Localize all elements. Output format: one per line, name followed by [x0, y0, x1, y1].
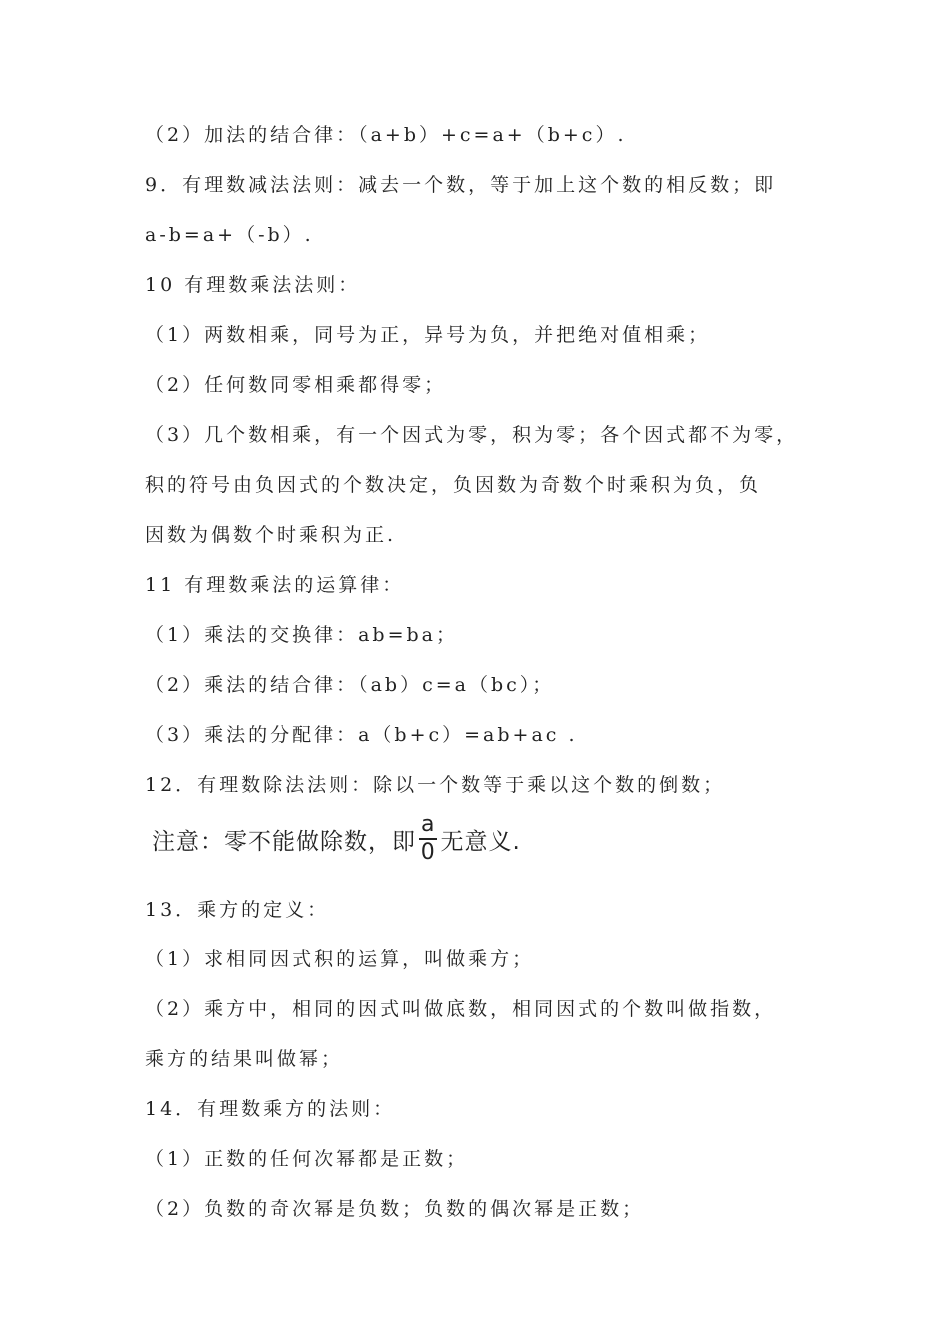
text-line: （1）乘法的交换律：ab=ba； [145, 624, 458, 646]
note-prefix: 注意：零不能做除数，即 [152, 828, 416, 855]
section-heading: 14．有理数乘方的法则： [145, 1098, 396, 1120]
note-suffix: 无意义. [440, 828, 521, 855]
text-line: （2）任何数同零相乘都得零； [145, 374, 447, 396]
text-line: （2）加法的结合律：（a+b）+c=a+（b+c）. [145, 124, 627, 146]
text-line: （2）负数的奇次幂是负数；负数的偶次幂是正数； [145, 1198, 645, 1220]
text-line: （2）乘法的结合律：（ab）c=a（bc）； [145, 674, 555, 696]
text-line: 因数为偶数个时乘积为正. [145, 524, 397, 546]
section-heading: 11 有理数乘法的运算律： [145, 574, 405, 596]
note-formula [152, 814, 521, 864]
section-heading: 10 有理数乘法法则： [145, 274, 361, 296]
text-line: （1）正数的任何次幂都是正数； [145, 1148, 469, 1170]
fraction-numerator: a [419, 814, 437, 840]
text-line: （2）乘方中，相同的因式叫做底数，相同因式的个数叫做指数， [145, 998, 777, 1020]
text-line: a-b=a+（-b）. [145, 224, 314, 246]
text-line: 9．有理数减法法则：减去一个数，等于加上这个数的相反数；即 [145, 174, 777, 196]
text-line: （1）求相同因式积的运算，叫做乘方； [145, 948, 535, 970]
text-line: 乘方的结果叫做幂； [145, 1048, 344, 1070]
text-line: （3）乘法的分配律：a（b+c）=ab+ac . [145, 724, 578, 746]
text-line: 积的符号由负因式的个数决定，负因数为奇数个时乘积为负，负 [145, 474, 762, 496]
text-line: 12．有理数除法法则：除以一个数等于乘以这个数的倒数； [145, 774, 726, 796]
text-line: （1）两数相乘，同号为正，异号为负，并把绝对值相乘； [145, 324, 711, 346]
text-line: （3）几个数相乘，有一个因式为零，积为零；各个因式都不为零， [145, 424, 799, 446]
section-heading: 13．乘方的定义： [145, 899, 330, 921]
fraction [419, 814, 437, 864]
fraction-denominator: 0 [420, 840, 436, 865]
